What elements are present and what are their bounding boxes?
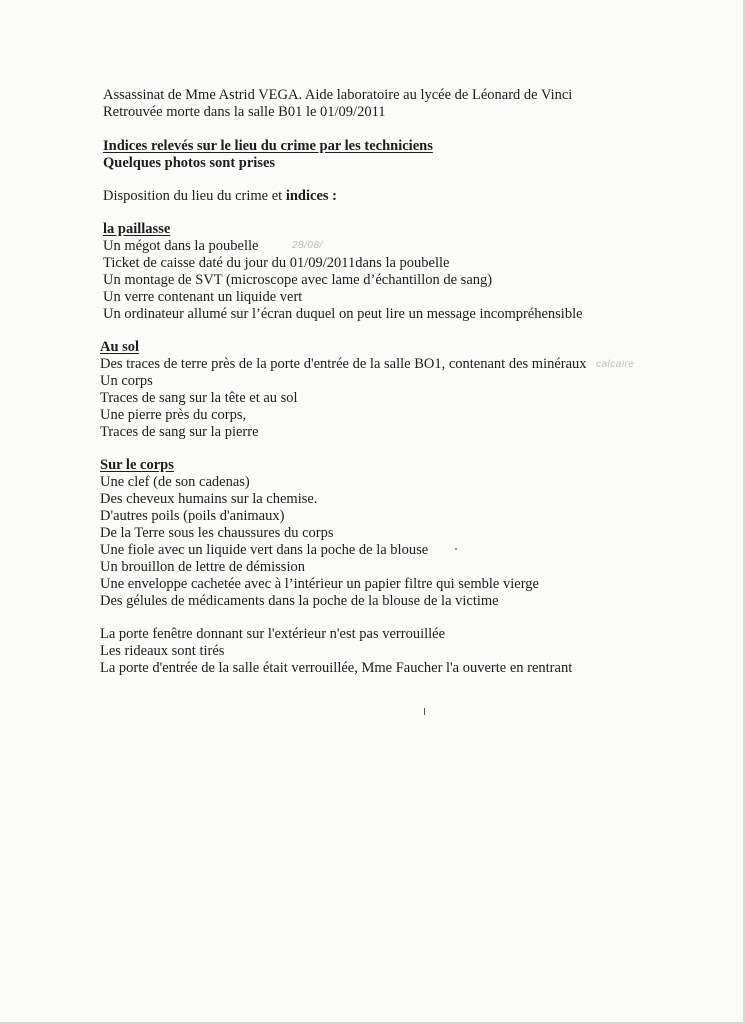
- indices-heading: Indices relevés sur le lieu du crime par les techniciens: [103, 138, 433, 154]
- corps-item: Une enveloppe cachetée avec à l’intérieur un papier filtre qui semble vierge: [100, 576, 539, 592]
- header-line-2: Retrouvée morte dans la salle B01 le 01/09/2011: [103, 104, 386, 120]
- sol-item: Traces de sang sur la pierre: [100, 424, 259, 440]
- sol-item: Une pierre près du corps,: [100, 407, 247, 423]
- closing-line: La porte fenêtre donnant sur l'extérieur n'est pas verrouillée: [100, 626, 446, 642]
- paillasse-item: Un ordinateur allumé sur l’écran duquel on peut lire un message incompréhensible: [103, 306, 583, 322]
- handwritten-margin-note: calcaire: [596, 359, 635, 370]
- disposition-text: Disposition du lieu du crime et: [103, 188, 286, 204]
- header-line-1: Assassinat de Mme Astrid VEGA. Aide laboratoire au lycée de Léonard de Vinci: [103, 87, 573, 103]
- sol-item: Des traces de terre près de la porte d'entrée de la salle BO1, contenant des minéraux: [100, 356, 587, 372]
- disposition-line: [103, 188, 337, 205]
- corps-item: D'autres poils (poils d'animaux): [100, 508, 285, 524]
- corps-item: Des gélules de médicaments dans la poche de la blouse de la victime: [100, 593, 499, 609]
- scan-speck: [455, 548, 457, 550]
- corps-item: Une clef (de son cadenas): [100, 474, 250, 490]
- disposition-bold: indices :: [285, 188, 337, 204]
- corps-item: Une fiole avec un liquide vert dans la poche de la blouse: [100, 542, 429, 558]
- corps-heading: Sur le corps: [100, 457, 174, 473]
- paillasse-item: Un montage de SVT (microscope avec lame d’échantillon de sang): [103, 272, 493, 288]
- closing-line: La porte d'entrée de la salle était verrouillée, Mme Faucher l'a ouverte en rentrant: [100, 660, 573, 676]
- paillasse-item: Ticket de caisse daté du jour du 01/09/2011dans la poubelle: [103, 255, 450, 271]
- sol-item: Un corps: [100, 373, 153, 389]
- handwritten-date-note: 28/08/: [292, 240, 323, 251]
- sol-heading: Au sol: [100, 339, 140, 355]
- corps-item: Des cheveux humains sur la chemise.: [100, 491, 318, 507]
- corps-item: Un brouillon de lettre de démission: [100, 559, 305, 575]
- closing-line: Les rideaux sont tirés: [100, 643, 225, 659]
- photos-line: Quelques photos sont prises: [103, 155, 276, 171]
- paillasse-item: Un verre contenant un liquide vert: [103, 289, 303, 305]
- corps-item: De la Terre sous les chaussures du corps: [100, 525, 334, 541]
- paillasse-item: Un mégot dans la poubelle: [103, 238, 259, 254]
- scan-speck: [424, 708, 425, 715]
- paillasse-heading: la paillasse: [103, 221, 171, 237]
- sol-item: Traces de sang sur la tête et au sol: [100, 390, 298, 406]
